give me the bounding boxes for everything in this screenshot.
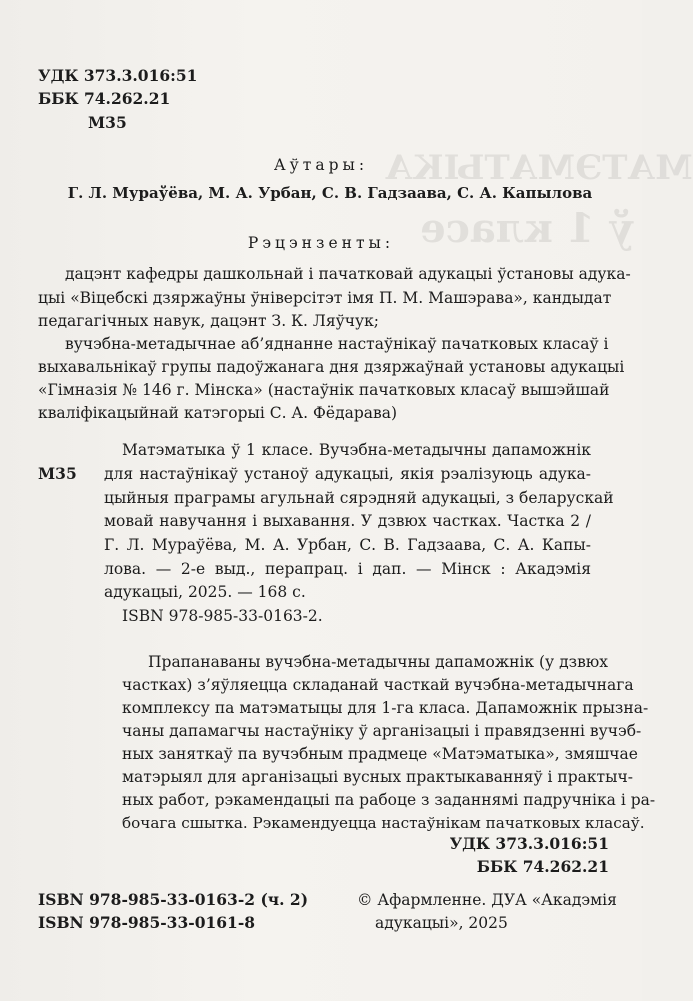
- reviewer-line: «Гімназія № 146 г. Мінска» (настаўнік пачатковых класаў вышэйшай: [38, 381, 610, 399]
- abstract-line: бочага сшытка. Рэкамендуецца настаўнікам пачатковых класаў.: [122, 814, 645, 832]
- catalog-isbn: ISBN 978-985-33-0163-2.: [122, 607, 323, 625]
- reviewer-line: кваліфікацыйнай катэгорыі С. А. Фёдарава): [38, 404, 398, 422]
- abstract-line: матэрыял для арганізацыі вусных практыкаванняў і практыч-: [122, 768, 633, 786]
- catalog-line: для настаўнікаў устаноў адукацыі, якія рэалізуюць адука-: [104, 465, 591, 483]
- catalog-line: лова. — 2-е выд., перапрац. і дап. — Мінск : Акадэмія: [104, 560, 591, 578]
- reviewer-line: педагагічных навук, дацэнт З. К. Ляўчук;: [38, 312, 380, 330]
- abstract-line: ных работ, рэкамендацыі па рабоце з заданнямі падручніка і ра-: [122, 791, 656, 809]
- reviewers-heading: Рэцэнзенты:: [247, 234, 395, 252]
- bbk-code: ББК 74.262.21: [38, 89, 171, 108]
- abstract-line: частках) з’яўляецца складанай часткай вучэбна-метадычнага: [122, 676, 634, 694]
- reviewer-line: дацэнт кафедры дашкольнай і пачатковай адукацыі ўстановы адука-: [65, 265, 631, 283]
- reviewer-line: вучэбна-метадычнае аб’яднанне настаўнікаў пачатковых класаў і: [65, 335, 609, 353]
- author-mark: М35: [88, 113, 127, 132]
- show-through-subtitle: ў 1 класе: [420, 205, 635, 252]
- abstract-line: ных заняткаў па вучэбным прадмеце «Матэматыка», змяшчае: [122, 745, 638, 763]
- reviewer-line: цыі «Віцебскі дзяржаўны ўніверсітэт імя П. М. Машэрава», кандыдат: [38, 289, 612, 307]
- abstract-line: комплексу па матэматыцы для 1-га класа. Дапаможнік прызна-: [122, 699, 649, 717]
- catalog-line: мовай навучання і выхавання. У дзвюх частках. Частка 2 /: [104, 512, 591, 530]
- abstract-line: чаны дапамагчы настаўніку ў арганізацыі і правядзенні вучэб-: [122, 722, 642, 740]
- udk-code: УДК 373.3.016:51: [38, 66, 198, 85]
- catalog-line: адукацыі, 2025. — 168 с.: [104, 583, 306, 601]
- copyright-line-2: адукацыі», 2025: [375, 914, 508, 932]
- catalog-line: Г. Л. Мураўёва, М. А. Урбан, С. В. Гадзаава, С. А. Капы-: [104, 536, 591, 554]
- abstract-line: Прапанаваны вучэбна-метадычны дапаможнік (у дзвюх: [148, 653, 609, 671]
- footer-udk-code: УДК 373.3.016:51: [449, 834, 609, 853]
- authors-names: Г. Л. Мураўёва, М. А. Урбан, С. В. Гадзаава, С. А. Капылова: [67, 184, 593, 202]
- show-through-title: МАТЭМАТЫКА: [385, 148, 693, 188]
- authors-heading: Аўтары:: [273, 156, 369, 174]
- reviewer-line: выхавальнікаў групы падоўжанага дня дзяржаўнай установы адукацыі: [38, 358, 625, 376]
- copyright-line-1: © Афармленне. ДУА «Акадэмія: [357, 891, 617, 909]
- catalog-mark: М35: [38, 464, 77, 483]
- catalog-line: Матэматыка ў 1 класе. Вучэбна-метадычны дапаможнік: [122, 441, 591, 459]
- isbn-set: ISBN 978-985-33-0161-8: [38, 913, 256, 932]
- footer-bbk-code: ББК 74.262.21: [476, 857, 609, 876]
- isbn-part: ISBN 978-985-33-0163-2 (ч. 2): [38, 890, 309, 909]
- catalog-line: цыйныя праграмы агульнай сярэдняй адукацыі, з беларускай: [104, 489, 614, 507]
